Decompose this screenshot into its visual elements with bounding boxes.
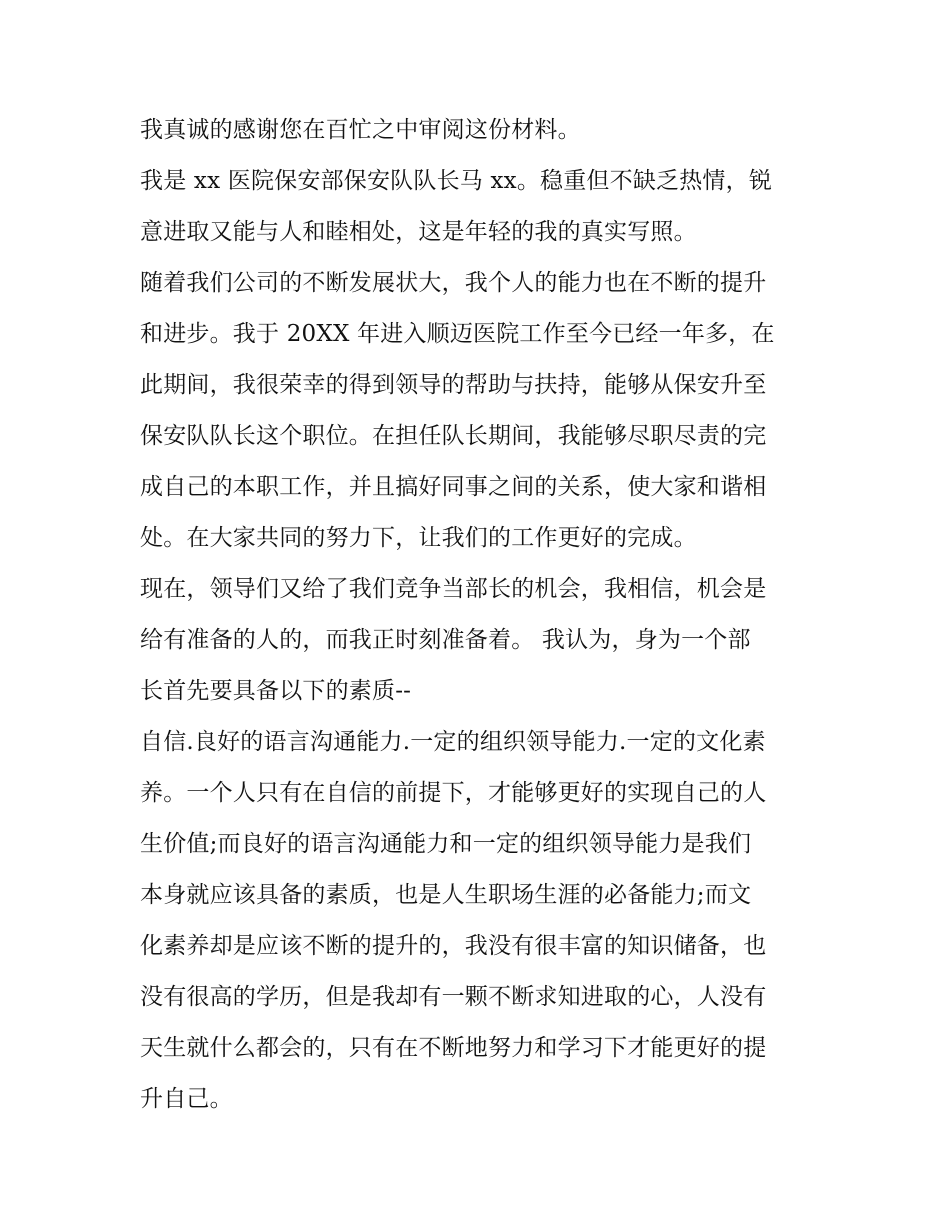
text-line: 我是 xx 医院保安部保安队队长马 xx。稳重但不缺乏热情，锐 (140, 168, 773, 194)
text-line: 和进步。我于 20XX 年进入顺迈医院工作至今已经一年多，在 (140, 321, 775, 347)
text-line: 本身就应该具备的素质，也是人生职场生涯的必备能力;而文 (140, 882, 752, 908)
text-line: 此期间，我很荣幸的得到领导的帮助与扶持，能够从保安升至 (140, 372, 767, 398)
text-line: 处。在大家共同的努力下，让我们的工作更好的完成。 (140, 525, 697, 551)
text-line: 没有很高的学历，但是我却有一颗不断求知进取的心，人没有 (140, 984, 767, 1010)
text-line: 给有准备的人的，而我正时刻准备着。 我认为，身为一个部 (140, 627, 751, 653)
text-line: 生价值;而良好的语言沟通能力和一定的组织领导能力是我们 (140, 831, 752, 857)
text-line: 养。一个人只有在自信的前提下，才能够更好的实现自己的人 (140, 780, 767, 806)
text-line: 化素养却是应该不断的提升的，我没有很丰富的知识储备，也 (140, 933, 767, 959)
text-line: 升自己。 (140, 1086, 233, 1112)
text-line: 意进取又能与人和睦相处，这是年轻的我的真实写照。 (140, 219, 697, 245)
text-line: 长首先要具备以下的素质-- (140, 678, 412, 704)
text-line: 成自己的本职工作，并且搞好同事之间的关系，使大家和谐相 (140, 474, 767, 500)
text-line: 自信.良好的语言沟通能力.一定的组织领导能力.一定的文化素 (140, 729, 766, 755)
text-line: 天生就什么都会的，只有在不断地努力和学习下才能更好的提 (140, 1035, 767, 1061)
document-body (140, 107, 820, 1127)
text-line: 随着我们公司的不断发展状大，我个人的能力也在不断的提升 (140, 270, 767, 296)
text-line: 保安队队长这个职位。在担任队长期间，我能够尽职尽责的完 (140, 423, 767, 449)
text-line: 现在，领导们又给了我们竞争当部长的机会，我相信，机会是 (140, 576, 767, 602)
text-line: 我真诚的感谢您在百忙之中审阅这份材料。 (140, 117, 581, 143)
